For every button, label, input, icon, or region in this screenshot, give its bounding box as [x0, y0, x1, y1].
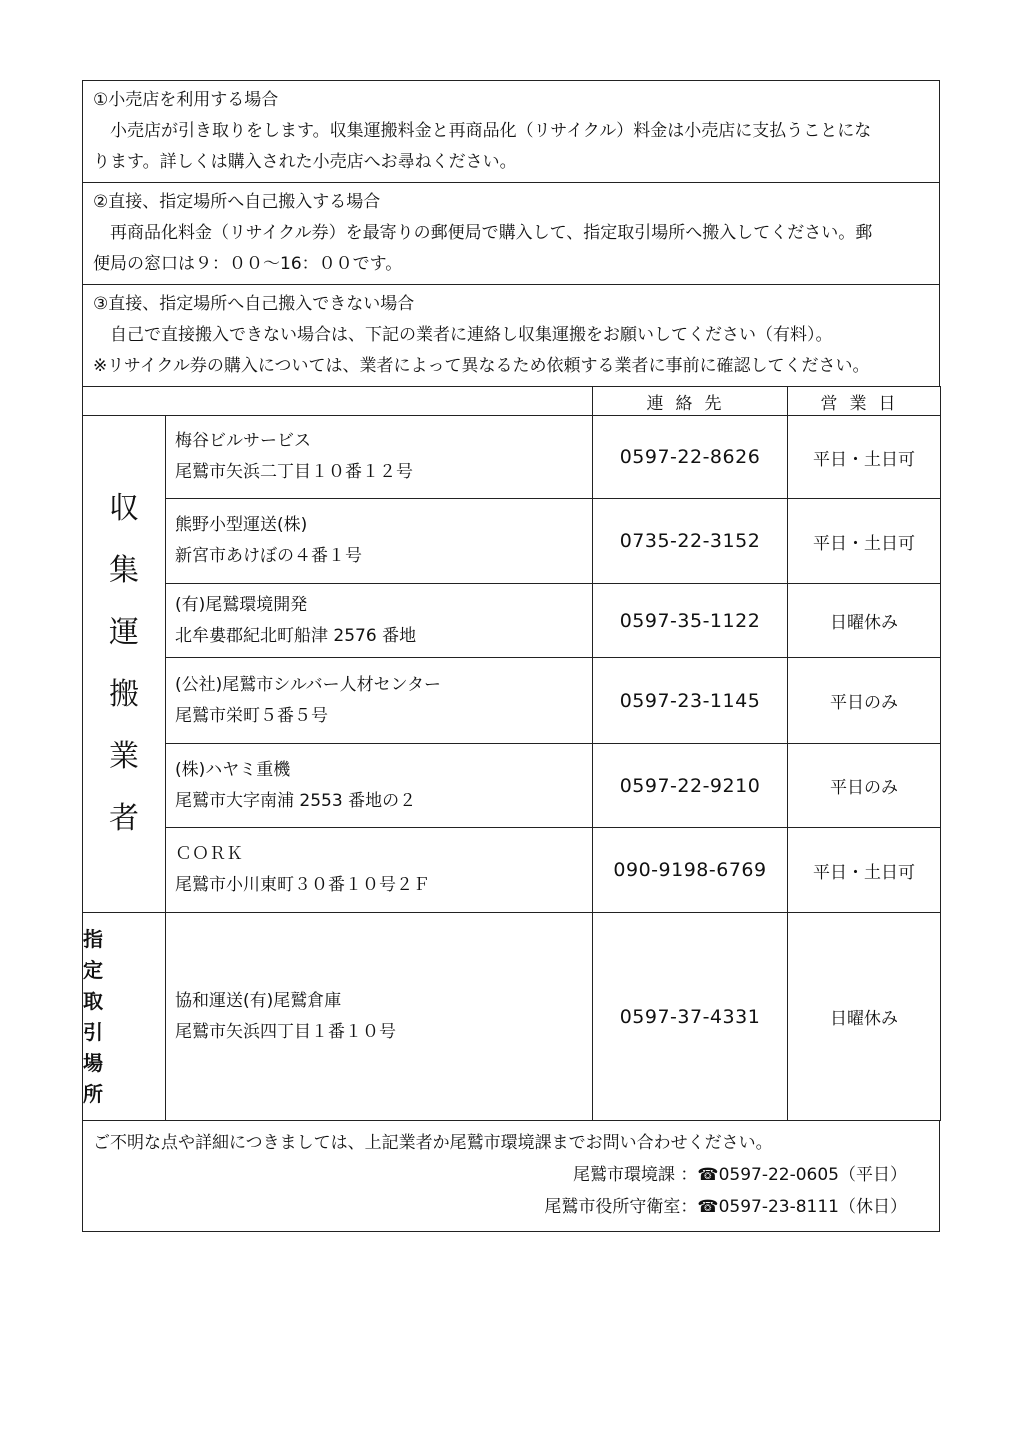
- company-days: 平日・土日可: [788, 828, 941, 913]
- company-phone: 0597-37-4331: [593, 913, 788, 1121]
- company-name: (有)尾鷲環境開発: [175, 594, 308, 615]
- footer-note: ご不明な点や詳細につきましては、上記業者か尾鷲市環境課までお問い合わせください。: [93, 1133, 773, 1153]
- company-cell: [166, 416, 593, 499]
- collector-group-label: 収 集 運 搬 業 者: [83, 416, 166, 913]
- section-note: ※リサイクル券の購入については、業者によって異なるため依頼する業者に事前に確認してください。: [93, 356, 870, 376]
- company-cell: [166, 499, 593, 584]
- company-days: 平日・土日可: [788, 416, 941, 499]
- company-name: 協和運送(有)尾鷲倉庫: [175, 990, 342, 1011]
- designated-group-label: 指 定 取 引 場 所: [83, 913, 166, 1121]
- company-address: 新宮市あけぼの４番１号: [175, 546, 362, 566]
- contractor-table: [82, 386, 941, 1121]
- section-self-delivery: [82, 182, 940, 284]
- company-phone: 0597-23-1145: [593, 658, 788, 744]
- company-name: (公社)尾鷲市シルバー人材センター: [175, 674, 441, 695]
- table-row: [83, 744, 941, 828]
- section-title: ③直接、指定場所へ自己搬入できない場合: [93, 294, 415, 314]
- company-phone: 0597-35-1122: [593, 584, 788, 658]
- company-address: 尾鷲市大字南浦 2553 番地の２: [175, 790, 417, 811]
- company-days: 平日・土日可: [788, 499, 941, 584]
- header-contact: 連絡先: [593, 387, 788, 416]
- table-row: [83, 584, 941, 658]
- section-title: ①小売店を利用する場合: [93, 90, 279, 110]
- company-address: 尾鷲市栄町５番５号: [175, 705, 328, 726]
- header-business-days: 営業日: [788, 387, 941, 416]
- section-body: 便局の窓口は９：００～16：００です。: [93, 254, 403, 274]
- company-phone: 090-9198-6769: [593, 828, 788, 913]
- section-body: 小売店が引き取りをします。収集運搬料金と再商品化（リサイクル）料金は小売店に支払うことにな: [110, 121, 872, 141]
- company-address: 尾鷲市矢浜二丁目１０番１２号: [175, 462, 413, 482]
- section-body: 再商品化料金（リサイクル券）を最寄りの郵便局で購入して、指定取引場所へ搬入してください。郵: [110, 223, 873, 243]
- company-name: 梅谷ビルサービス: [175, 431, 311, 451]
- company-cell: [166, 584, 593, 658]
- section-retail: [82, 80, 940, 182]
- footer-contact: [82, 1121, 940, 1232]
- company-address: 尾鷲市矢浜四丁目１番１０号: [175, 1021, 396, 1042]
- section-body: 自己で直接搬入できない場合は、下記の業者に連絡し収集運搬をお願いしてください（有料）。: [110, 325, 833, 345]
- company-days: 日曜休み: [788, 584, 941, 658]
- company-phone: 0597-22-8626: [593, 416, 788, 499]
- company-days: 日曜休み: [788, 913, 941, 1121]
- table-row: [83, 828, 941, 913]
- footer-contact-holiday: 尾鷲市役所守衛室：☎0597-23-8111（休日）: [544, 1197, 907, 1217]
- company-cell: [166, 913, 593, 1121]
- company-cell: [166, 744, 593, 828]
- company-phone: 0597-22-9210: [593, 744, 788, 828]
- company-address: 尾鷲市小川東町３０番１０号２Ｆ: [175, 875, 430, 895]
- designated-row: [83, 913, 941, 1121]
- section-body: ります。詳しくは購入された小売店へお尋ねください。: [93, 152, 517, 172]
- section-title: ②直接、指定場所へ自己搬入する場合: [93, 192, 381, 212]
- company-name: (株)ハヤミ重機: [175, 759, 291, 780]
- table-header-row: [83, 387, 941, 416]
- footer-contact-weekday: 尾鷲市環境課 ：☎0597-22-0605（平日）: [572, 1165, 907, 1185]
- company-cell: [166, 828, 593, 913]
- table-row: [83, 499, 941, 584]
- company-address: 北牟婁郡紀北町船津 2576 番地: [175, 625, 417, 646]
- company-days: 平日のみ: [788, 658, 941, 744]
- company-name: ＣＯＲＫ: [175, 844, 243, 864]
- company-phone: 0735-22-3152: [593, 499, 788, 584]
- info-sheet: [82, 80, 940, 1232]
- company-days: 平日のみ: [788, 744, 941, 828]
- table-row: [83, 658, 941, 744]
- header-blank: [83, 387, 593, 416]
- company-cell: [166, 658, 593, 744]
- table-row: [83, 416, 941, 499]
- section-no-self-delivery: [82, 284, 940, 386]
- company-name: 熊野小型運送(株): [175, 515, 308, 535]
